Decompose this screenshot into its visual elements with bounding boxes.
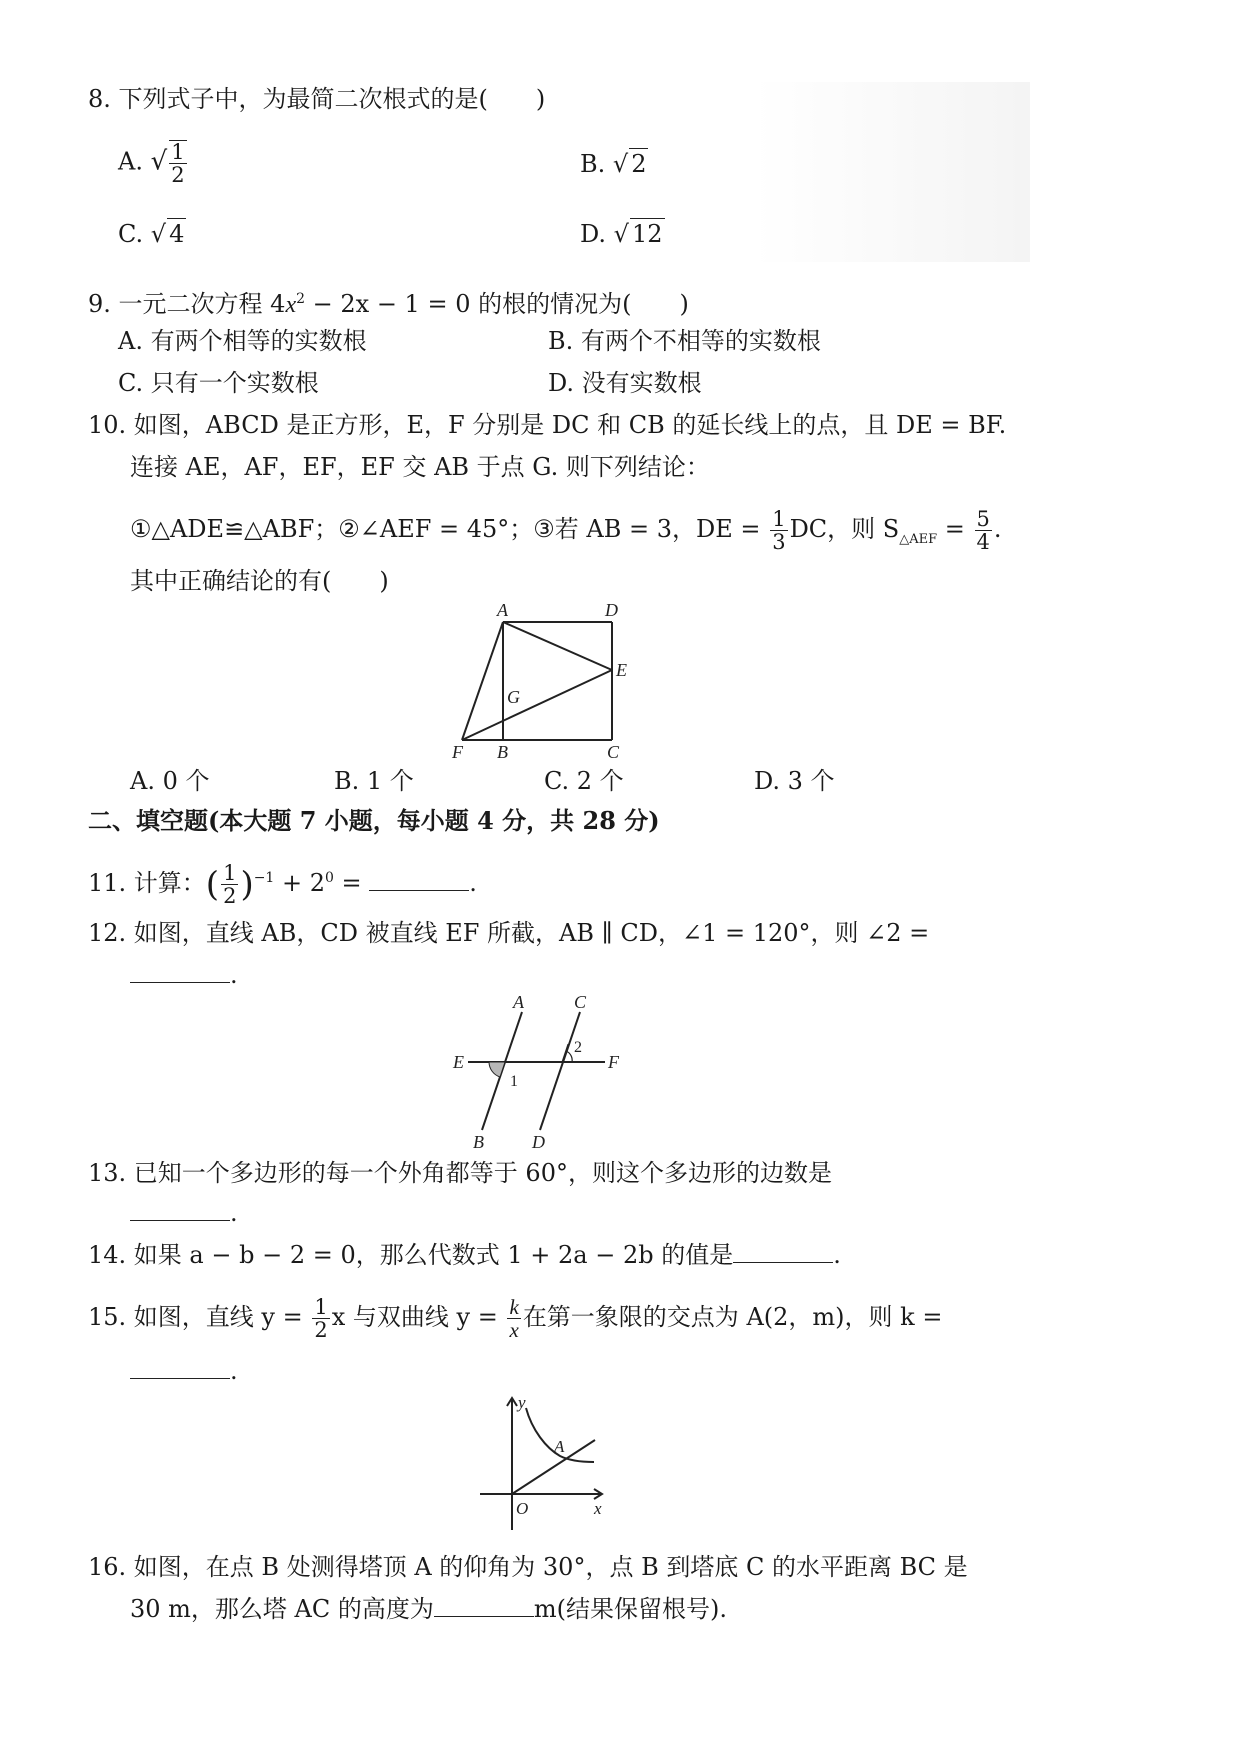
q11-fraction [221, 862, 238, 907]
fig-label-e: E [453, 1052, 464, 1072]
fig-label-f: F [452, 742, 463, 760]
q15-fraction-k-over-x [507, 1296, 520, 1341]
q8-a-label: A. [118, 147, 143, 176]
q15-answer-blank[interactable] [130, 1356, 230, 1379]
q9-option-a: A. 有两个相等的实数根 [118, 327, 367, 355]
q11-answer-blank[interactable] [369, 868, 469, 891]
q8-c-label: C. [118, 220, 144, 248]
q9-stem [88, 284, 689, 320]
frac-den: x [509, 1318, 519, 1342]
axis-label-y: y [518, 1393, 526, 1412]
q9-exponent: 2 [296, 291, 306, 307]
q8-option-d [580, 218, 665, 249]
fig-label-b: B [473, 1132, 484, 1152]
q8-a-num: 1 [171, 140, 185, 164]
fig-label-d: D [605, 600, 618, 620]
q13-answer-blank[interactable] [130, 1198, 230, 1221]
angle-label-1: 1 [510, 1073, 518, 1090]
q10-option-d: D. 3 个 [754, 767, 835, 795]
q16-post: m(结果保留根号). [533, 1595, 728, 1623]
q10-option-b: B. 1 个 [334, 767, 414, 795]
sqrt-sign: √ [612, 150, 629, 178]
q12-line1: 12. 如图，直线 AB，CD 被直线 EF 所截，AB ∥ CD，∠1 = 120°，则 ∠2 = [88, 919, 930, 947]
frac-den: 4 [976, 530, 990, 554]
q10-line3 [130, 508, 1002, 555]
q15-line2 [130, 1356, 238, 1386]
sqrt-sign: √ [613, 220, 629, 248]
q10-option-c: C. 2 个 [544, 767, 624, 795]
sqrt-sign: √ [150, 220, 167, 248]
q8-c-radicand: 4 [169, 220, 185, 248]
q10-option-a: A. 0 个 [130, 767, 210, 795]
q8-d-label: D. [580, 220, 607, 248]
q9-option-d: D. 没有实数根 [548, 369, 702, 397]
q9-stem-post: − 2x − 1 = 0 的根的情况为( ) [305, 290, 689, 318]
q16-pre: 30 m，那么塔 AC 的高度为 [130, 1595, 434, 1623]
q16-line2 [130, 1594, 727, 1624]
axis-label-x: x [594, 1499, 602, 1518]
q8-a-fraction [169, 140, 186, 186]
q10-square-figure [440, 600, 640, 760]
q10-line2: 连接 AE，AF，EF，EF 交 AB 于点 G. 则下列结论： [130, 453, 710, 481]
q8-b-label: B. [580, 150, 606, 178]
q10-line3-end: . [993, 515, 1002, 543]
fig-label-g: G [507, 687, 520, 707]
q11-end: . [469, 869, 477, 897]
q11-exponent-zero: 0 [324, 870, 334, 886]
q10-line3-mid: DC，则 S [789, 515, 900, 543]
fig-label-c: C [574, 994, 587, 1012]
q9-option-b: B. 有两个不相等的实数根 [548, 327, 821, 355]
frac-num: 1 [223, 861, 237, 885]
q10-line4: 其中正确结论的有( ) [130, 567, 389, 595]
q8-d-radicand: 12 [631, 220, 663, 248]
sqrt-sign: √ [150, 146, 168, 177]
q15-pre: 15. 如图，直线 y = [88, 1303, 303, 1331]
fig-label-e: E [616, 660, 627, 680]
q15-fraction-half [312, 1296, 329, 1341]
q14-line [88, 1240, 841, 1270]
q15-line1 [88, 1296, 942, 1341]
section-heading: 二、填空题(本大题 7 小题，每小题 4 分，共 28 分) [88, 806, 660, 835]
q10-fraction-one-third [770, 508, 787, 553]
q11-mid: + 2 [274, 869, 325, 897]
q12-answer-blank[interactable] [130, 960, 230, 983]
q15-mid1: x 与双曲线 y = [331, 1303, 498, 1331]
q11-exponent: −1 [253, 870, 275, 886]
q14-text: 14. 如果 a − b − 2 = 0，那么代数式 1 + 2a − 2b 的值是 [88, 1241, 734, 1269]
q15-mid2: 在第一象限的交点为 A(2，m)，则 k = [522, 1303, 943, 1331]
q16-answer-blank[interactable] [434, 1594, 534, 1617]
frac-den: 2 [314, 1318, 328, 1342]
q13-line1: 13. 已知一个多边形的每一个外角都等于 60°，则这个多边形的边数是 [88, 1159, 832, 1187]
point-label-a: A [554, 1437, 565, 1456]
q14-end: . [833, 1241, 841, 1269]
frac-num: 5 [976, 507, 990, 531]
frac-den: 2 [223, 884, 237, 908]
paren-open: ( [205, 864, 220, 905]
q8-option-c [118, 218, 186, 249]
angle-label-2: 2 [574, 1039, 582, 1056]
q10-line3-pre: ①△ADE≌△ABF；②∠AEF = 45°；③若 AB = 3，DE = [130, 515, 761, 543]
q10-fraction-five-fourths [975, 508, 992, 553]
q11-line [88, 862, 477, 907]
q12-end: . [230, 961, 238, 989]
origin-label: O [516, 1499, 529, 1518]
fig-label-a: A [513, 994, 524, 1012]
q8-option-b [580, 148, 648, 179]
q8-a-den: 2 [171, 163, 185, 187]
fig-label-f: F [608, 1052, 619, 1072]
q12-line2 [130, 960, 238, 990]
q10-area-subscript: △AEF [899, 531, 938, 547]
q10-line3-eq: = [937, 515, 965, 543]
frac-num: k [509, 1295, 519, 1319]
q8-option-a [118, 140, 189, 186]
q15-end: . [230, 1357, 238, 1385]
q11-post: = [333, 869, 370, 897]
frac-num: 1 [314, 1295, 328, 1319]
fig-label-c: C [607, 742, 620, 760]
q8-stem: 8. 下列式子中，为最简二次根式的是( ) [88, 85, 546, 113]
q9-variable: x [285, 292, 297, 318]
q9-option-c: C. 只有一个实数根 [118, 369, 319, 397]
q16-line1: 16. 如图，在点 B 处测得塔顶 A 的仰角为 30°，点 B 到塔底 C 的水平距离 BC 是 [88, 1553, 968, 1581]
q8-b-radicand: 2 [631, 150, 647, 178]
q15-coordinate-figure [470, 1390, 620, 1540]
fig-label-d: D [532, 1132, 545, 1152]
q10-line1: 10. 如图，ABCD 是正方形，E，F 分别是 DC 和 CB 的延长线上的点，且 DE = BF. [88, 411, 1007, 439]
frac-num: 1 [772, 507, 786, 531]
paren-close: ) [240, 864, 254, 905]
q9-stem-pre: 9. 一元二次方程 4 [88, 290, 286, 318]
q13-end: . [230, 1199, 238, 1227]
q12-parallel-lines-figure [440, 994, 640, 1154]
q11-pre: 11. 计算： [88, 869, 206, 897]
q14-answer-blank[interactable] [733, 1240, 833, 1263]
fig-label-b: B [497, 742, 508, 760]
q13-line2 [130, 1198, 238, 1228]
frac-den: 3 [772, 530, 786, 554]
fig-label-a: A [497, 600, 508, 620]
